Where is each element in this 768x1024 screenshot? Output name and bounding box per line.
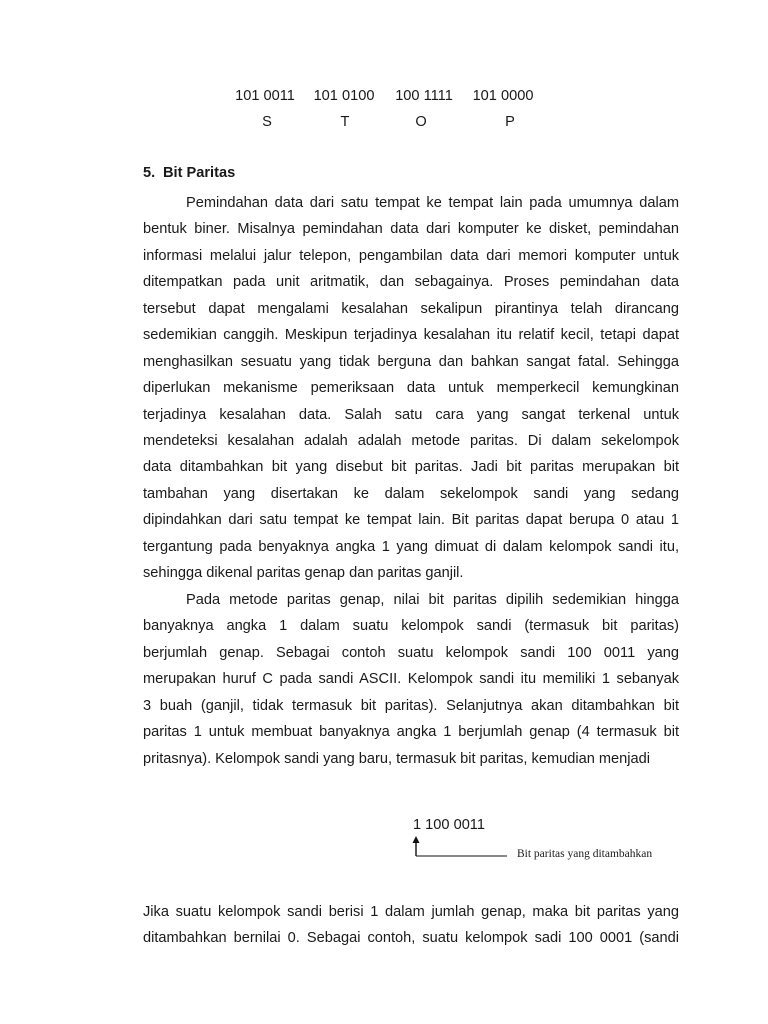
paragraph-line: mendeteksi kesalahan adalah adalah metode paritas. Di dalam sekelompok xyxy=(143,432,679,449)
ascii-code: 100 1111 xyxy=(395,88,453,104)
paragraph-1 xyxy=(143,193,679,590)
paragraph-line: berjumlah genap. Sebagai contoh suatu kelompok sandi 100 0011 yang xyxy=(143,644,679,661)
ascii-code: 101 0100 xyxy=(313,88,375,104)
paragraph-line: sedemikian canggih. Meskipun terjadinya kesalahan itu relatif kecil, tetapi dapat xyxy=(143,327,679,344)
arrow-up-icon xyxy=(405,834,515,860)
paragraph-line: merupakan huruf C pada sandi ASCII. Kelompok sandi itu memiliki 1 sebanyak xyxy=(143,671,679,688)
paragraph-line: Jika suatu kelompok sandi berisi 1 dalam jumlah genap, maka bit paritas yang xyxy=(143,904,679,920)
ascii-letter: P xyxy=(505,114,515,130)
paragraph-line: tersebut dapat mengalami kesalahan sekalipun pirantinya telah dirancang xyxy=(143,300,679,317)
ascii-code: 101 0011 xyxy=(235,88,295,104)
ascii-letter: T xyxy=(340,114,350,130)
paragraph-line: sehingga dikenal paritas genap dan paritas ganjil. xyxy=(143,565,464,582)
section-title: Bit Paritas xyxy=(163,165,236,181)
ascii-letter: S xyxy=(262,114,272,130)
paragraph-line: banyaknya angka 1 dalam suatu kelompok sandi (termasuk bit paritas) xyxy=(143,618,679,635)
section-number: 5. xyxy=(143,165,156,181)
paragraph-line: ditambahkan bernilai 0. Sebagai contoh, suatu kelompok sadi 100 0001 (sandi xyxy=(143,930,679,947)
paragraph-line: diperlukan mekanisme pemeriksaan data untuk memperkecil kemungkinan xyxy=(143,380,679,397)
paragraph-line: paritas 1 untuk membuat banyaknya angka 1 berjumlah genap (4 termasuk bit xyxy=(143,724,679,741)
ascii-letter: O xyxy=(415,114,427,130)
paragraph-2 xyxy=(143,590,679,775)
paragraph-line: informasi melalui jalur telepon, pengambilan data dari memori komputer untuk xyxy=(143,247,679,264)
paragraph-line: Pada metode paritas genap, nilai bit paritas dipilih sedemikian hingga xyxy=(186,592,679,608)
paragraph-line: ditempatkan pada unit aritmatik, dan sebagainya. Proses pemindahan data xyxy=(143,274,679,291)
paragraph-line: data ditambahkan bit yang disebut bit paritas. Jadi bit paritas merupakan bit xyxy=(143,459,679,476)
paragraph-3 xyxy=(143,902,679,955)
paragraph-line: dipindahkan dari satu tempat ke tempat lain. Bit paritas dapat berupa 0 atau 1 xyxy=(143,512,679,529)
code-annotation: Bit paritas yang ditambahkan xyxy=(517,848,653,860)
paragraph-line: menghasilkan sesuatu yang tidak berguna dan bahkan sangat fatal. Sehingga xyxy=(143,353,679,370)
paragraph-line: bentuk biner. Misalnya pemindahan data dari komputer ke disket, pemindahan xyxy=(143,221,679,238)
section-heading xyxy=(143,165,235,181)
paragraph-line: tambahan yang disertakan ke dalam sekelompok sandi yang sedang xyxy=(143,485,679,502)
ascii-code: 101 0000 xyxy=(472,88,534,104)
paragraph-line: terjadinya kesalahan data. Salah satu cara yang sangat terkenal untuk xyxy=(143,406,679,423)
paragraph-line: 3 buah (ganjil, tidak termasuk bit paritas). Selanjutnya akan ditambahkan bit xyxy=(143,697,679,714)
ascii-letter-row xyxy=(0,114,768,134)
code-value: 1 100 0011 xyxy=(413,817,485,833)
paragraph-line: pritasnya). Kelompok sandi yang baru, termasuk bit paritas, kemudian menjadi xyxy=(143,750,650,767)
paragraph-line: tergantung pada benyaknya angka 1 yang dimuat di dalam kelompok sandi itu, xyxy=(143,538,679,555)
ascii-code-row xyxy=(0,88,768,108)
paragraph-line: Pemindahan data dari satu tempat ke tempat lain pada umumnya dalam xyxy=(186,195,679,211)
